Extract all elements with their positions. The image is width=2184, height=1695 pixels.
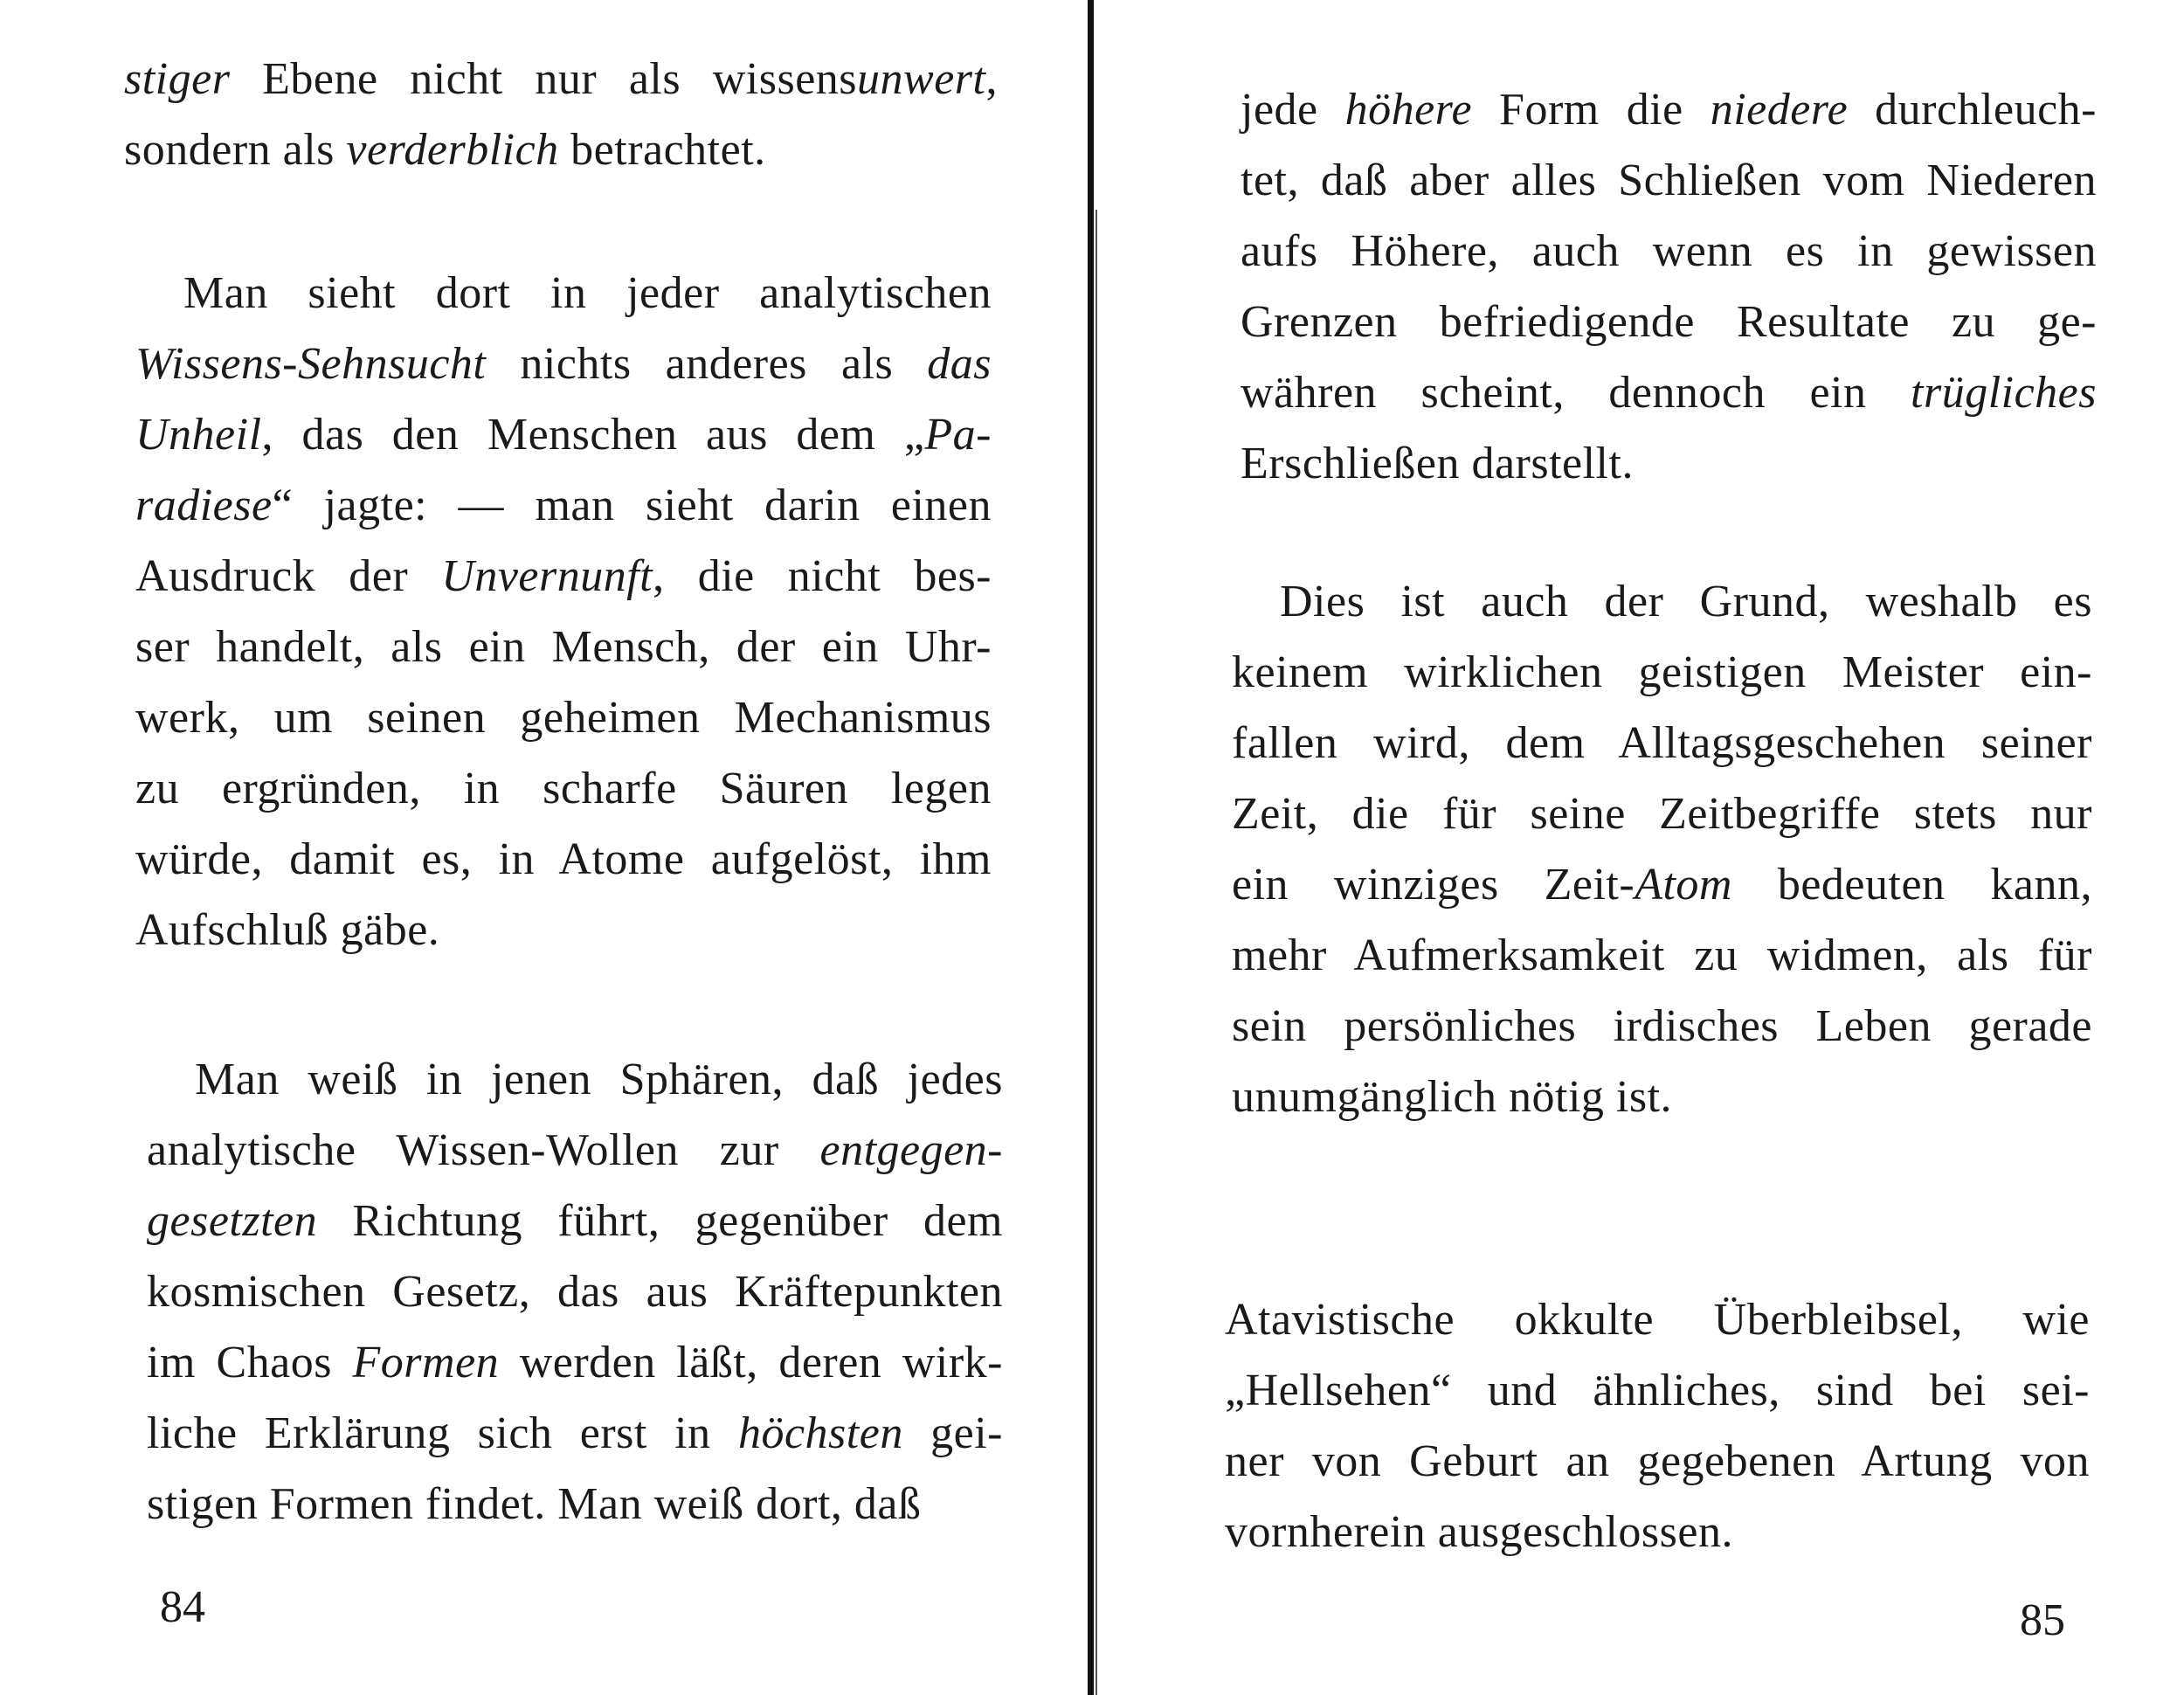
text-line: [135, 612, 992, 682]
text-run: Grenzen befriedigende Resultate zu ge-: [1241, 297, 2097, 347]
text-run: ner von Geburt an gegebenen Artung von: [1225, 1436, 2090, 1486]
text-line: [1232, 708, 2092, 778]
right-paragraph-1: [1241, 74, 2097, 499]
text-run: gei-: [902, 1408, 1003, 1458]
text-run: ser handelt, als ein Mensch, der ein Uhr-: [135, 622, 992, 672]
left-paragraph-2: [135, 258, 992, 965]
text-line: [135, 682, 992, 753]
italic-text: gesetzten: [147, 1196, 318, 1246]
text-run: Form die: [1472, 85, 1711, 135]
text-run: sondern als: [124, 125, 347, 175]
text-line: [1225, 1497, 2090, 1567]
text-run: durchleuch-: [1848, 85, 2097, 135]
page-number-left: 84: [160, 1582, 205, 1632]
text-line: [147, 1186, 1003, 1256]
text-line: [147, 1327, 1003, 1398]
text-run: betrachtet.: [558, 125, 766, 175]
text-run: werk, um seinen geheimen Mechanismus: [135, 693, 992, 743]
text-run: Ebene nicht nur als wissens: [230, 54, 858, 104]
text-run: sein persönliches irdisches Leben gerade: [1232, 1001, 2092, 1051]
italic-text: höchsten: [737, 1408, 903, 1458]
text-line: [1232, 637, 2092, 708]
left-page: [0, 0, 1083, 1695]
text-line: [1232, 849, 2092, 920]
text-line: [135, 753, 992, 824]
text-run: mehr Aufmerksamkeit zu widmen, als für: [1232, 931, 2092, 980]
text-run: jede: [1241, 85, 1345, 135]
italic-text: höhere: [1344, 85, 1473, 135]
text-run: zu ergründen, in scharfe Säuren legen: [135, 764, 992, 813]
gutter-shadow: [1095, 210, 1097, 1695]
text-run: tet, daß aber alles Schließen vom Niederen: [1241, 156, 2097, 205]
italic-text: unwert: [857, 54, 986, 104]
text-line: [135, 399, 992, 470]
text-line: [147, 1115, 1003, 1186]
text-line: [147, 1044, 1003, 1115]
text-line: [147, 1469, 1003, 1539]
text-run: stigen Formen findet. Man weiß dort, daß: [147, 1479, 922, 1529]
page-number-right: 85: [2020, 1595, 2065, 1645]
text-line: [1232, 1062, 2092, 1132]
text-run: ,: [985, 54, 998, 104]
italic-text: radiese: [135, 481, 273, 530]
text-run: “ jagte: — man sieht darin einen: [272, 481, 992, 530]
text-line: [135, 824, 992, 895]
right-paragraph-2: [1232, 566, 2092, 1132]
text-line: [135, 541, 992, 612]
text-run: Aufschluß gäbe.: [135, 905, 440, 955]
text-line: [135, 470, 992, 541]
gutter-line: [1088, 0, 1094, 1695]
italic-text: das: [927, 339, 992, 389]
right-page: [1102, 0, 2184, 1695]
text-run: unumgänglich nötig ist.: [1232, 1072, 1673, 1122]
italic-text: Unheil: [135, 410, 262, 460]
italic-text: trügliches: [1911, 368, 2097, 418]
italic-text: niedere: [1710, 85, 1849, 135]
text-run: würde, damit es, in Atome aufgelöst, ihm: [135, 834, 992, 884]
text-line: [1241, 74, 2097, 145]
text-run: ein winziges Zeit-: [1232, 860, 1635, 910]
text-run: „Hellsehen“ und ähnliches, sind bei sei-: [1225, 1366, 2090, 1415]
italic-text: Pa-: [924, 410, 992, 460]
text-run: nichts anderes als: [486, 339, 928, 389]
text-run: bedeuten kann,: [1731, 860, 2092, 910]
text-line: [135, 258, 992, 329]
text-run: werden läßt, deren wirk-: [499, 1338, 1003, 1387]
text-run: fallen wird, dem Alltagsgeschehen seiner: [1232, 718, 2092, 768]
text-run: Zeit, die für seine Zeitbegriffe stets nur: [1232, 789, 2092, 839]
text-line: [1225, 1426, 2090, 1497]
text-run: , die nicht bes-: [653, 551, 992, 601]
italic-text: stiger: [124, 54, 231, 104]
italic-text: Formen: [352, 1338, 500, 1387]
left-paragraph-1: [124, 44, 998, 185]
text-line: [124, 114, 998, 185]
text-line: [1225, 1355, 2090, 1426]
text-line: [1232, 920, 2092, 991]
text-line: [135, 329, 992, 399]
text-line: [147, 1398, 1003, 1469]
text-line: [1241, 216, 2097, 287]
text-line: [1225, 1284, 2090, 1355]
text-line: [124, 44, 998, 114]
text-run: , das den Menschen aus dem „: [261, 410, 925, 460]
italic-text: Wissens-Sehnsucht: [135, 339, 487, 389]
text-run: vornherein ausgeschlossen.: [1225, 1507, 1733, 1557]
text-run: Dies ist auch der Grund, weshalb es: [1280, 577, 2092, 626]
text-line: [1232, 778, 2092, 849]
text-run: kosmischen Gesetz, das aus Kräftepunkten: [147, 1267, 1003, 1317]
italic-text: Unvernunft: [441, 551, 653, 601]
text-run: Man sieht dort in jeder analytischen: [183, 268, 992, 318]
text-run: aufs Höhere, auch wenn es in gewissen: [1241, 226, 2097, 276]
text-run: im Chaos: [147, 1338, 353, 1387]
text-line: [1232, 566, 2092, 637]
text-run: keinem wirklichen geistigen Meister ein-: [1232, 647, 2092, 697]
text-run: währen scheint, dennoch ein: [1241, 368, 1911, 418]
book-gutter: [1083, 0, 1102, 1695]
text-line: [135, 895, 992, 965]
italic-text: verderblich: [346, 125, 559, 175]
text-line: [1241, 357, 2097, 428]
italic-text: entgegen-: [819, 1125, 1003, 1175]
text-line: [1241, 287, 2097, 357]
right-paragraph-3: [1225, 1284, 2090, 1567]
text-run: Man weiß in jenen Sphären, daß jedes: [195, 1055, 1003, 1104]
text-run: Ausdruck der: [135, 551, 442, 601]
italic-text: Atom: [1635, 860, 1732, 910]
text-run: Richtung führt, gegenüber dem: [317, 1196, 1003, 1246]
text-run: Erschließen darstellt.: [1241, 439, 1634, 488]
text-run: liche Erklärung sich erst in: [147, 1408, 738, 1458]
text-run: Atavistische okkulte Überbleibsel, wie: [1225, 1295, 2090, 1345]
left-paragraph-3: [147, 1044, 1003, 1539]
text-line: [1241, 145, 2097, 216]
text-line: [147, 1256, 1003, 1327]
text-run: analytische Wissen-Wollen zur: [147, 1125, 820, 1175]
text-line: [1241, 428, 2097, 499]
text-line: [1232, 991, 2092, 1062]
